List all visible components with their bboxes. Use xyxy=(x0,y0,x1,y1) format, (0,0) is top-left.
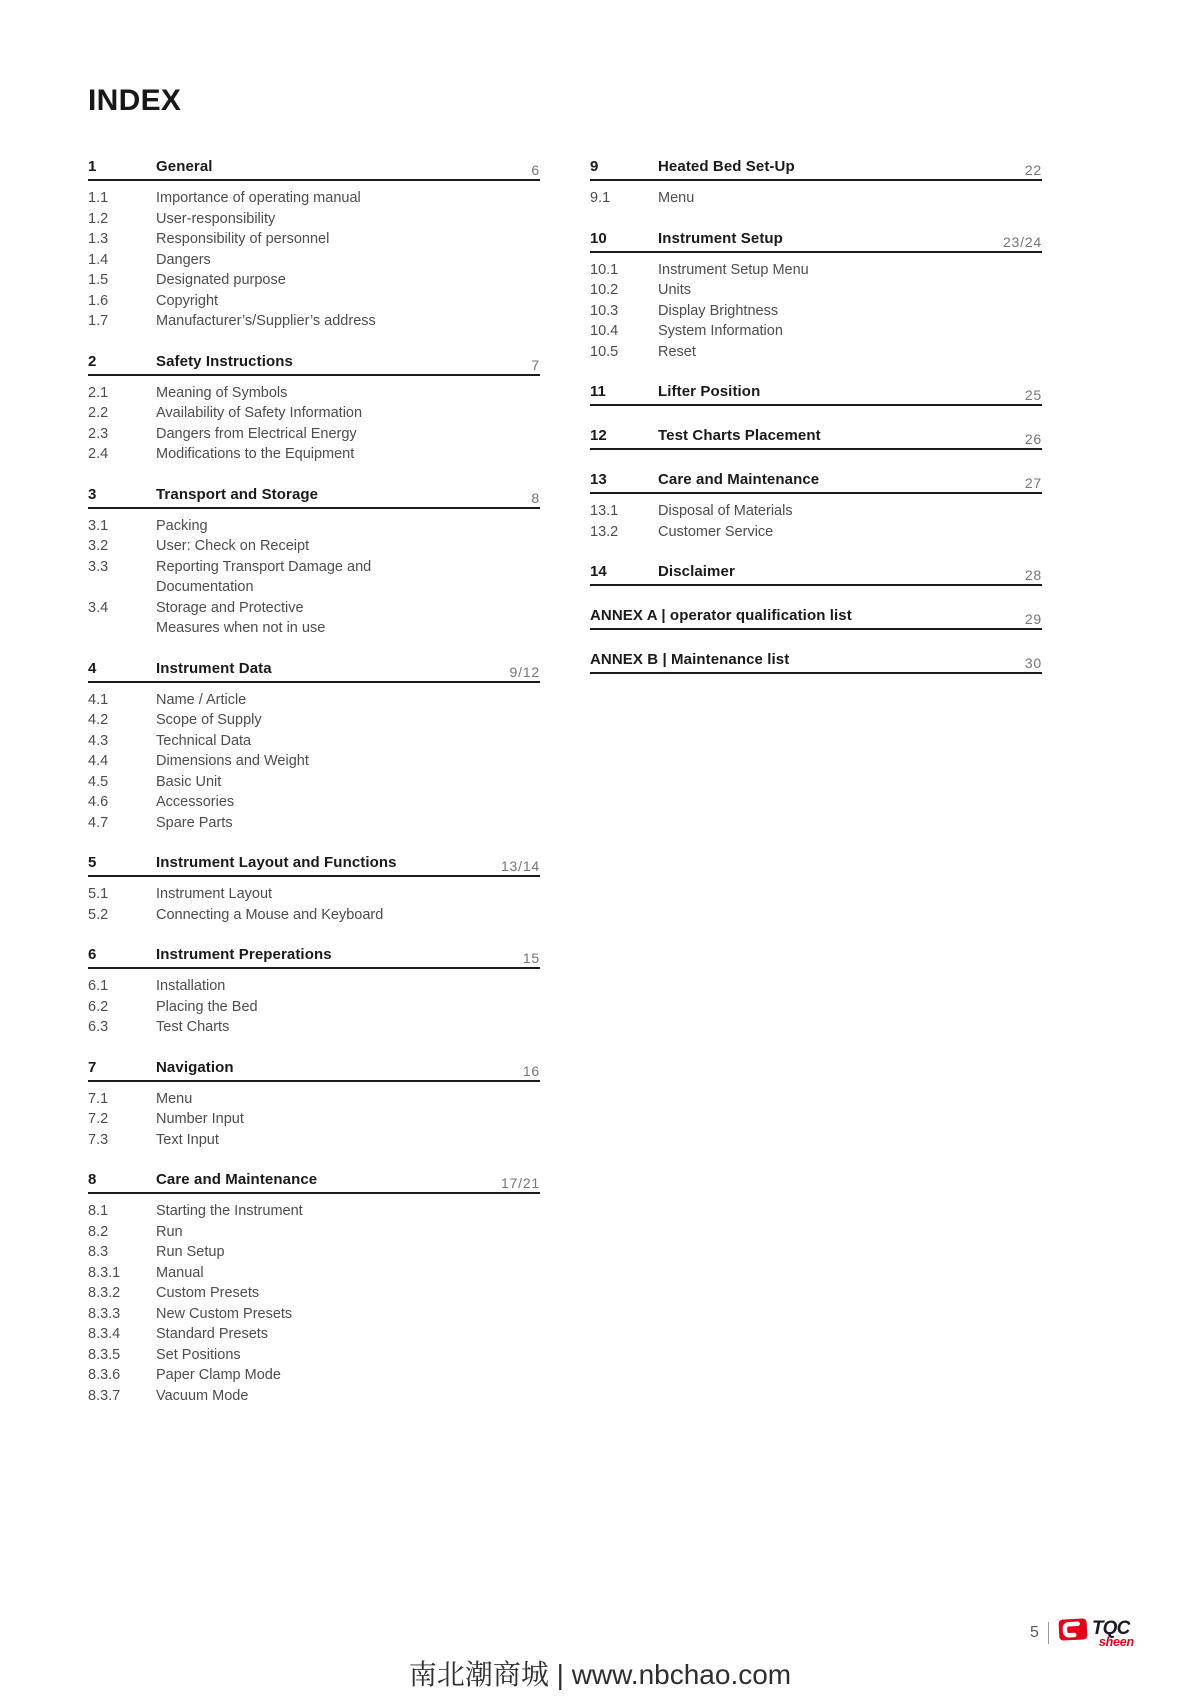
item-number: 4.1 xyxy=(88,691,109,708)
section-items xyxy=(88,1194,540,1406)
item-title-line: Customer Service xyxy=(658,523,774,540)
section-number: 7 xyxy=(88,1058,97,1076)
item-title-line: Display Brightness xyxy=(658,302,779,319)
section-items xyxy=(590,181,1042,209)
index-entry xyxy=(590,501,1042,522)
item-title xyxy=(658,501,1042,522)
item-title-line: Name / Article xyxy=(156,691,247,708)
section-title: Instrument Layout and Functions xyxy=(156,854,397,871)
item-title xyxy=(156,710,540,731)
index-entry xyxy=(88,1089,540,1110)
index-entry xyxy=(88,229,540,250)
index-entry xyxy=(88,270,540,291)
item-title xyxy=(156,1130,540,1151)
index-entry xyxy=(88,772,540,793)
item-number: 6.1 xyxy=(88,978,109,994)
item-title xyxy=(156,1365,540,1386)
section-title: Safety Instructions xyxy=(156,352,293,370)
item-title xyxy=(156,1201,540,1222)
index-entry xyxy=(88,905,540,926)
item-title-line: Designated purpose xyxy=(156,272,286,288)
index-section xyxy=(590,158,1042,209)
index-section xyxy=(88,946,540,1038)
section-items xyxy=(88,683,540,834)
section-items xyxy=(88,376,540,465)
index-entry xyxy=(88,1222,540,1243)
item-title xyxy=(156,1283,540,1304)
item-title xyxy=(658,321,1042,342)
item-number: 2.2 xyxy=(88,405,109,421)
index-entry xyxy=(88,1345,540,1366)
section-number: 9 xyxy=(590,158,599,175)
index-section xyxy=(88,1059,540,1151)
index-entry xyxy=(88,383,540,404)
section-page-number: 15 xyxy=(522,950,540,966)
item-title xyxy=(156,731,540,752)
item-number: 6.2 xyxy=(88,998,109,1015)
section-title: Care and Maintenance xyxy=(156,1171,318,1188)
section-header xyxy=(590,383,1042,406)
index-section xyxy=(590,563,1042,586)
item-title xyxy=(156,1109,540,1130)
section-page-number: 26 xyxy=(1024,431,1042,447)
index-section xyxy=(590,651,1042,674)
item-number: 10.2 xyxy=(590,282,619,298)
item-title-line: Installation xyxy=(156,978,226,994)
page-title: INDEX xyxy=(88,84,182,117)
section-header xyxy=(88,854,540,877)
section-number: 10 xyxy=(590,229,607,247)
section-title: ANNEX A | operator qualification list xyxy=(590,607,852,624)
index-entry xyxy=(88,403,540,424)
item-title-line: Starting the Instrument xyxy=(156,1203,303,1219)
item-title xyxy=(658,188,1042,209)
item-number: 1.7 xyxy=(88,313,109,329)
index-section xyxy=(590,607,1042,630)
item-title xyxy=(156,1263,540,1284)
item-number: 3.2 xyxy=(88,538,109,554)
index-section xyxy=(88,1171,540,1406)
index-column-right xyxy=(590,158,1042,674)
footer-divider xyxy=(1048,1622,1049,1644)
section-page-number: 27 xyxy=(1024,475,1042,491)
watermark-text: 南北潮商城 | www.nbchao.com xyxy=(408,1659,792,1690)
item-title-line: Text Input xyxy=(156,1131,219,1148)
section-title: Care and Maintenance xyxy=(658,471,820,488)
item-number: 1.3 xyxy=(88,231,109,247)
item-number: 8.3.1 xyxy=(88,1264,121,1281)
section-header xyxy=(590,230,1042,253)
item-number: 13.1 xyxy=(590,503,619,519)
section-header xyxy=(590,651,1042,674)
item-title-line: Meaning of Symbols xyxy=(156,384,288,401)
index-entry xyxy=(88,1386,540,1407)
item-number: 2.1 xyxy=(88,384,109,401)
section-page-number: 9/12 xyxy=(509,663,540,680)
index-entry xyxy=(88,710,540,731)
section-header xyxy=(590,471,1042,494)
index-entry xyxy=(590,321,1042,342)
item-number: 8.3.7 xyxy=(88,1387,121,1404)
item-title-line: Connecting a Mouse and Keyboard xyxy=(156,906,384,923)
section-items xyxy=(88,1082,540,1151)
section-title: Instrument Preperations xyxy=(156,946,332,963)
section-number: 13 xyxy=(590,471,607,488)
item-title xyxy=(156,1222,540,1243)
section-title: Navigation xyxy=(156,1058,234,1076)
item-number: 7.3 xyxy=(88,1131,109,1148)
item-number: 13.2 xyxy=(590,523,619,540)
index-entry xyxy=(88,209,540,230)
section-page-number: 7 xyxy=(531,356,540,373)
item-title-line: Dimensions and Weight xyxy=(156,753,309,769)
index-entry xyxy=(590,522,1042,543)
section-title: Disclaimer xyxy=(658,563,735,580)
section-page-number: 28 xyxy=(1024,567,1042,583)
item-title-line: User-responsibility xyxy=(156,210,276,227)
item-title xyxy=(156,250,540,271)
item-title-line: Custom Presets xyxy=(156,1285,260,1301)
page-footer xyxy=(1030,1616,1134,1650)
item-title xyxy=(156,884,540,905)
item-title xyxy=(658,280,1042,301)
item-title-line: Spare Parts xyxy=(156,814,233,831)
item-number: 10.1 xyxy=(590,261,619,278)
index-entry xyxy=(88,291,540,312)
index-entry xyxy=(88,813,540,834)
item-title xyxy=(156,997,540,1018)
item-title-line: Menu xyxy=(156,1090,193,1107)
item-number: 3.3 xyxy=(88,558,109,575)
item-title xyxy=(156,229,540,250)
section-title: Heated Bed Set-Up xyxy=(658,158,795,175)
index-entry xyxy=(88,884,540,905)
item-number: 8.3 xyxy=(88,1244,109,1260)
item-title xyxy=(156,1386,540,1407)
item-title xyxy=(156,557,540,598)
item-title-line: Availability of Safety Information xyxy=(156,405,363,421)
section-title: Instrument Data xyxy=(156,659,272,677)
index-entry xyxy=(88,536,540,557)
section-header xyxy=(88,660,540,683)
item-number: 1.4 xyxy=(88,251,109,268)
item-number: 8.2 xyxy=(88,1223,109,1240)
section-items xyxy=(590,494,1042,542)
index-entry xyxy=(88,976,540,997)
item-number: 2.4 xyxy=(88,446,109,462)
index-entry xyxy=(88,1130,540,1151)
tqc-logo-brand: TQC xyxy=(1091,1618,1130,1640)
tqc-sheen-logo xyxy=(1058,1617,1134,1649)
item-title-line: Dangers xyxy=(156,251,211,268)
item-title-line: Storage and Protective xyxy=(156,599,304,616)
item-number: 10.3 xyxy=(590,302,619,319)
index-entry xyxy=(88,1201,540,1222)
section-title: ANNEX B | Maintenance list xyxy=(590,651,790,668)
index-entry xyxy=(590,342,1042,363)
item-number: 5.2 xyxy=(88,906,109,923)
item-title-line: Number Input xyxy=(156,1111,244,1127)
item-title xyxy=(156,905,540,926)
item-title-line: Units xyxy=(658,282,692,298)
item-title xyxy=(156,976,540,997)
index-entry xyxy=(88,792,540,813)
section-number: 4 xyxy=(88,659,97,677)
section-items xyxy=(88,181,540,332)
item-title xyxy=(156,188,540,209)
section-page-number: 25 xyxy=(1024,387,1042,403)
item-title-line: Importance of operating manual xyxy=(156,190,361,206)
item-title xyxy=(156,1242,540,1263)
index-section xyxy=(590,383,1042,406)
section-header xyxy=(88,158,540,181)
item-title xyxy=(658,301,1042,322)
item-title-line: Scope of Supply xyxy=(156,712,262,728)
section-page-number: 13/14 xyxy=(500,858,540,874)
item-title-line: Responsibility of personnel xyxy=(156,231,330,247)
section-number: 11 xyxy=(590,383,606,400)
item-number: 7.2 xyxy=(88,1111,109,1127)
item-title-line: Run Setup xyxy=(156,1244,225,1260)
item-number: 4.3 xyxy=(88,732,109,749)
item-title xyxy=(156,209,540,230)
item-title xyxy=(156,424,540,445)
item-title xyxy=(156,270,540,291)
section-header xyxy=(590,427,1042,450)
index-entry xyxy=(88,1017,540,1038)
index-entry xyxy=(88,424,540,445)
index-column-left xyxy=(88,158,540,1406)
item-number: 6.3 xyxy=(88,1019,109,1035)
index-section xyxy=(88,353,540,465)
item-title xyxy=(156,516,540,537)
index-entry xyxy=(88,1283,540,1304)
index-section xyxy=(88,486,540,639)
section-page-number: 6 xyxy=(531,162,540,178)
item-title xyxy=(156,690,540,711)
section-header xyxy=(88,1171,540,1194)
section-title: Lifter Position xyxy=(658,383,761,400)
item-title xyxy=(156,598,540,639)
item-title-line: Reporting Transport Damage and xyxy=(156,558,372,575)
index-entry xyxy=(88,557,540,598)
item-number: 1.6 xyxy=(88,292,109,309)
section-header xyxy=(590,158,1042,181)
section-items xyxy=(88,969,540,1038)
section-header xyxy=(88,353,540,376)
index-section xyxy=(88,158,540,332)
item-title-line: Copyright xyxy=(156,292,219,309)
item-title-line: Measures when not in use xyxy=(156,620,326,636)
index-entry xyxy=(88,1242,540,1263)
page-content xyxy=(88,84,1112,1406)
footer-page-number: 5 xyxy=(1029,1624,1039,1641)
item-title-line: User: Check on Receipt xyxy=(156,538,310,554)
section-page-number: 30 xyxy=(1024,655,1042,671)
item-number: 8.1 xyxy=(88,1203,109,1219)
item-title xyxy=(156,291,540,312)
item-title-line: Menu xyxy=(658,190,695,206)
item-title xyxy=(156,403,540,424)
item-number: 4.5 xyxy=(88,773,109,790)
index-section xyxy=(590,427,1042,450)
index-entry xyxy=(88,311,540,332)
item-title xyxy=(156,383,540,404)
item-title-line: Instrument Layout xyxy=(156,886,273,902)
item-title-line: Set Positions xyxy=(156,1346,241,1363)
item-number: 10.5 xyxy=(590,343,619,360)
item-title-line: Disposal of Materials xyxy=(658,503,793,519)
section-header xyxy=(88,486,540,509)
item-number: 3.1 xyxy=(88,517,109,534)
index-entry xyxy=(88,1263,540,1284)
item-title-line: Packing xyxy=(156,517,208,534)
section-title: Transport and Storage xyxy=(156,485,319,503)
section-title: General xyxy=(156,158,213,175)
index-entry xyxy=(88,997,540,1018)
item-title xyxy=(658,260,1042,281)
section-number: 8 xyxy=(88,1171,97,1188)
section-items xyxy=(88,877,540,925)
item-title-line: Test Charts xyxy=(156,1019,230,1035)
index-entry xyxy=(590,301,1042,322)
section-number: 14 xyxy=(590,563,607,580)
item-number: 9.1 xyxy=(590,190,611,206)
section-number: 12 xyxy=(590,427,607,444)
index-entry xyxy=(88,188,540,209)
section-page-number: 16 xyxy=(522,1062,540,1079)
section-header xyxy=(590,563,1042,586)
item-number: 1.1 xyxy=(88,190,109,206)
item-title-line: System Information xyxy=(658,323,783,339)
item-title xyxy=(156,813,540,834)
index-entry xyxy=(88,731,540,752)
item-title xyxy=(156,311,540,332)
item-number: 8.3.6 xyxy=(88,1367,121,1383)
item-number: 5.1 xyxy=(88,886,109,902)
index-entry xyxy=(88,1365,540,1386)
item-number: 8.3.3 xyxy=(88,1305,121,1322)
item-title-line: Instrument Setup Menu xyxy=(658,261,809,278)
item-number: 4.6 xyxy=(88,794,109,810)
section-page-number: 8 xyxy=(531,489,540,506)
item-title xyxy=(156,444,540,465)
section-number: 3 xyxy=(88,485,97,503)
item-title xyxy=(156,1089,540,1110)
section-page-number: 29 xyxy=(1024,611,1042,627)
index-entry xyxy=(88,1109,540,1130)
section-items xyxy=(88,509,540,639)
tqc-badge-icon xyxy=(1058,1617,1089,1643)
item-title-line: New Custom Presets xyxy=(156,1305,293,1322)
item-number: 8.3.2 xyxy=(88,1285,121,1301)
item-number: 4.4 xyxy=(88,753,109,769)
item-title xyxy=(156,1017,540,1038)
index-entry xyxy=(88,516,540,537)
item-title-line: Documentation xyxy=(156,579,254,595)
item-title-line: Vacuum Mode xyxy=(156,1387,249,1404)
index-entry xyxy=(88,444,540,465)
index-section xyxy=(88,660,540,834)
section-header xyxy=(88,946,540,969)
item-title-line: Reset xyxy=(658,343,696,360)
item-title-line: Standard Presets xyxy=(156,1326,269,1342)
item-number: 7.1 xyxy=(88,1090,109,1107)
item-title-line: Placing the Bed xyxy=(156,998,258,1015)
section-title: Instrument Setup xyxy=(658,229,783,247)
item-title xyxy=(658,342,1042,363)
item-title xyxy=(156,536,540,557)
item-title xyxy=(156,751,540,772)
section-number: 1 xyxy=(88,158,97,175)
section-header xyxy=(590,607,1042,630)
index-entry xyxy=(590,280,1042,301)
item-title-line: Paper Clamp Mode xyxy=(156,1367,281,1383)
item-title-line: Modifications to the Equipment xyxy=(156,446,355,462)
index-entry xyxy=(88,1304,540,1325)
item-number: 8.3.5 xyxy=(88,1346,121,1363)
index-section xyxy=(590,230,1042,363)
index-entry xyxy=(88,1324,540,1345)
item-number: 2.3 xyxy=(88,425,109,442)
section-page-number: 22 xyxy=(1024,162,1042,178)
section-number: 5 xyxy=(88,854,97,871)
item-title xyxy=(156,1345,540,1366)
item-title-line: Accessories xyxy=(156,794,235,810)
index-entry xyxy=(88,690,540,711)
item-title xyxy=(156,792,540,813)
item-title-line: Basic Unit xyxy=(156,773,222,790)
item-title-line: Technical Data xyxy=(156,732,252,749)
section-title: Test Charts Placement xyxy=(658,427,821,444)
item-title-line: Manufacturer’s/Supplier’s address xyxy=(156,313,376,329)
section-header xyxy=(88,1059,540,1082)
item-number: 1.5 xyxy=(88,272,109,288)
index-section xyxy=(88,854,540,925)
item-number: 1.2 xyxy=(88,210,109,227)
section-page-number: 17/21 xyxy=(500,1175,540,1191)
index-entry xyxy=(88,250,540,271)
item-title-line: Run xyxy=(156,1223,183,1240)
item-title-line: Dangers from Electrical Energy xyxy=(156,425,357,442)
tqc-logo-subbrand: sheen xyxy=(1098,1635,1134,1650)
section-page-number: 23/24 xyxy=(1002,233,1042,250)
item-title xyxy=(658,522,1042,543)
index-entry xyxy=(88,598,540,639)
item-title-line: Manual xyxy=(156,1264,204,1281)
item-title xyxy=(156,772,540,793)
item-title xyxy=(156,1304,540,1325)
item-number: 8.3.4 xyxy=(88,1326,121,1342)
index-entry xyxy=(590,260,1042,281)
section-number: 6 xyxy=(88,946,97,963)
section-number: 2 xyxy=(88,352,97,370)
item-number: 4.7 xyxy=(88,814,109,831)
index-columns xyxy=(88,158,1112,1406)
item-title xyxy=(156,1324,540,1345)
item-number: 4.2 xyxy=(88,712,109,728)
index-entry xyxy=(88,751,540,772)
item-number: 10.4 xyxy=(590,323,619,339)
item-number: 3.4 xyxy=(88,599,109,616)
section-items xyxy=(590,253,1042,363)
index-entry xyxy=(590,188,1042,209)
index-section xyxy=(590,471,1042,542)
tqc-logo-text xyxy=(1092,1617,1134,1649)
